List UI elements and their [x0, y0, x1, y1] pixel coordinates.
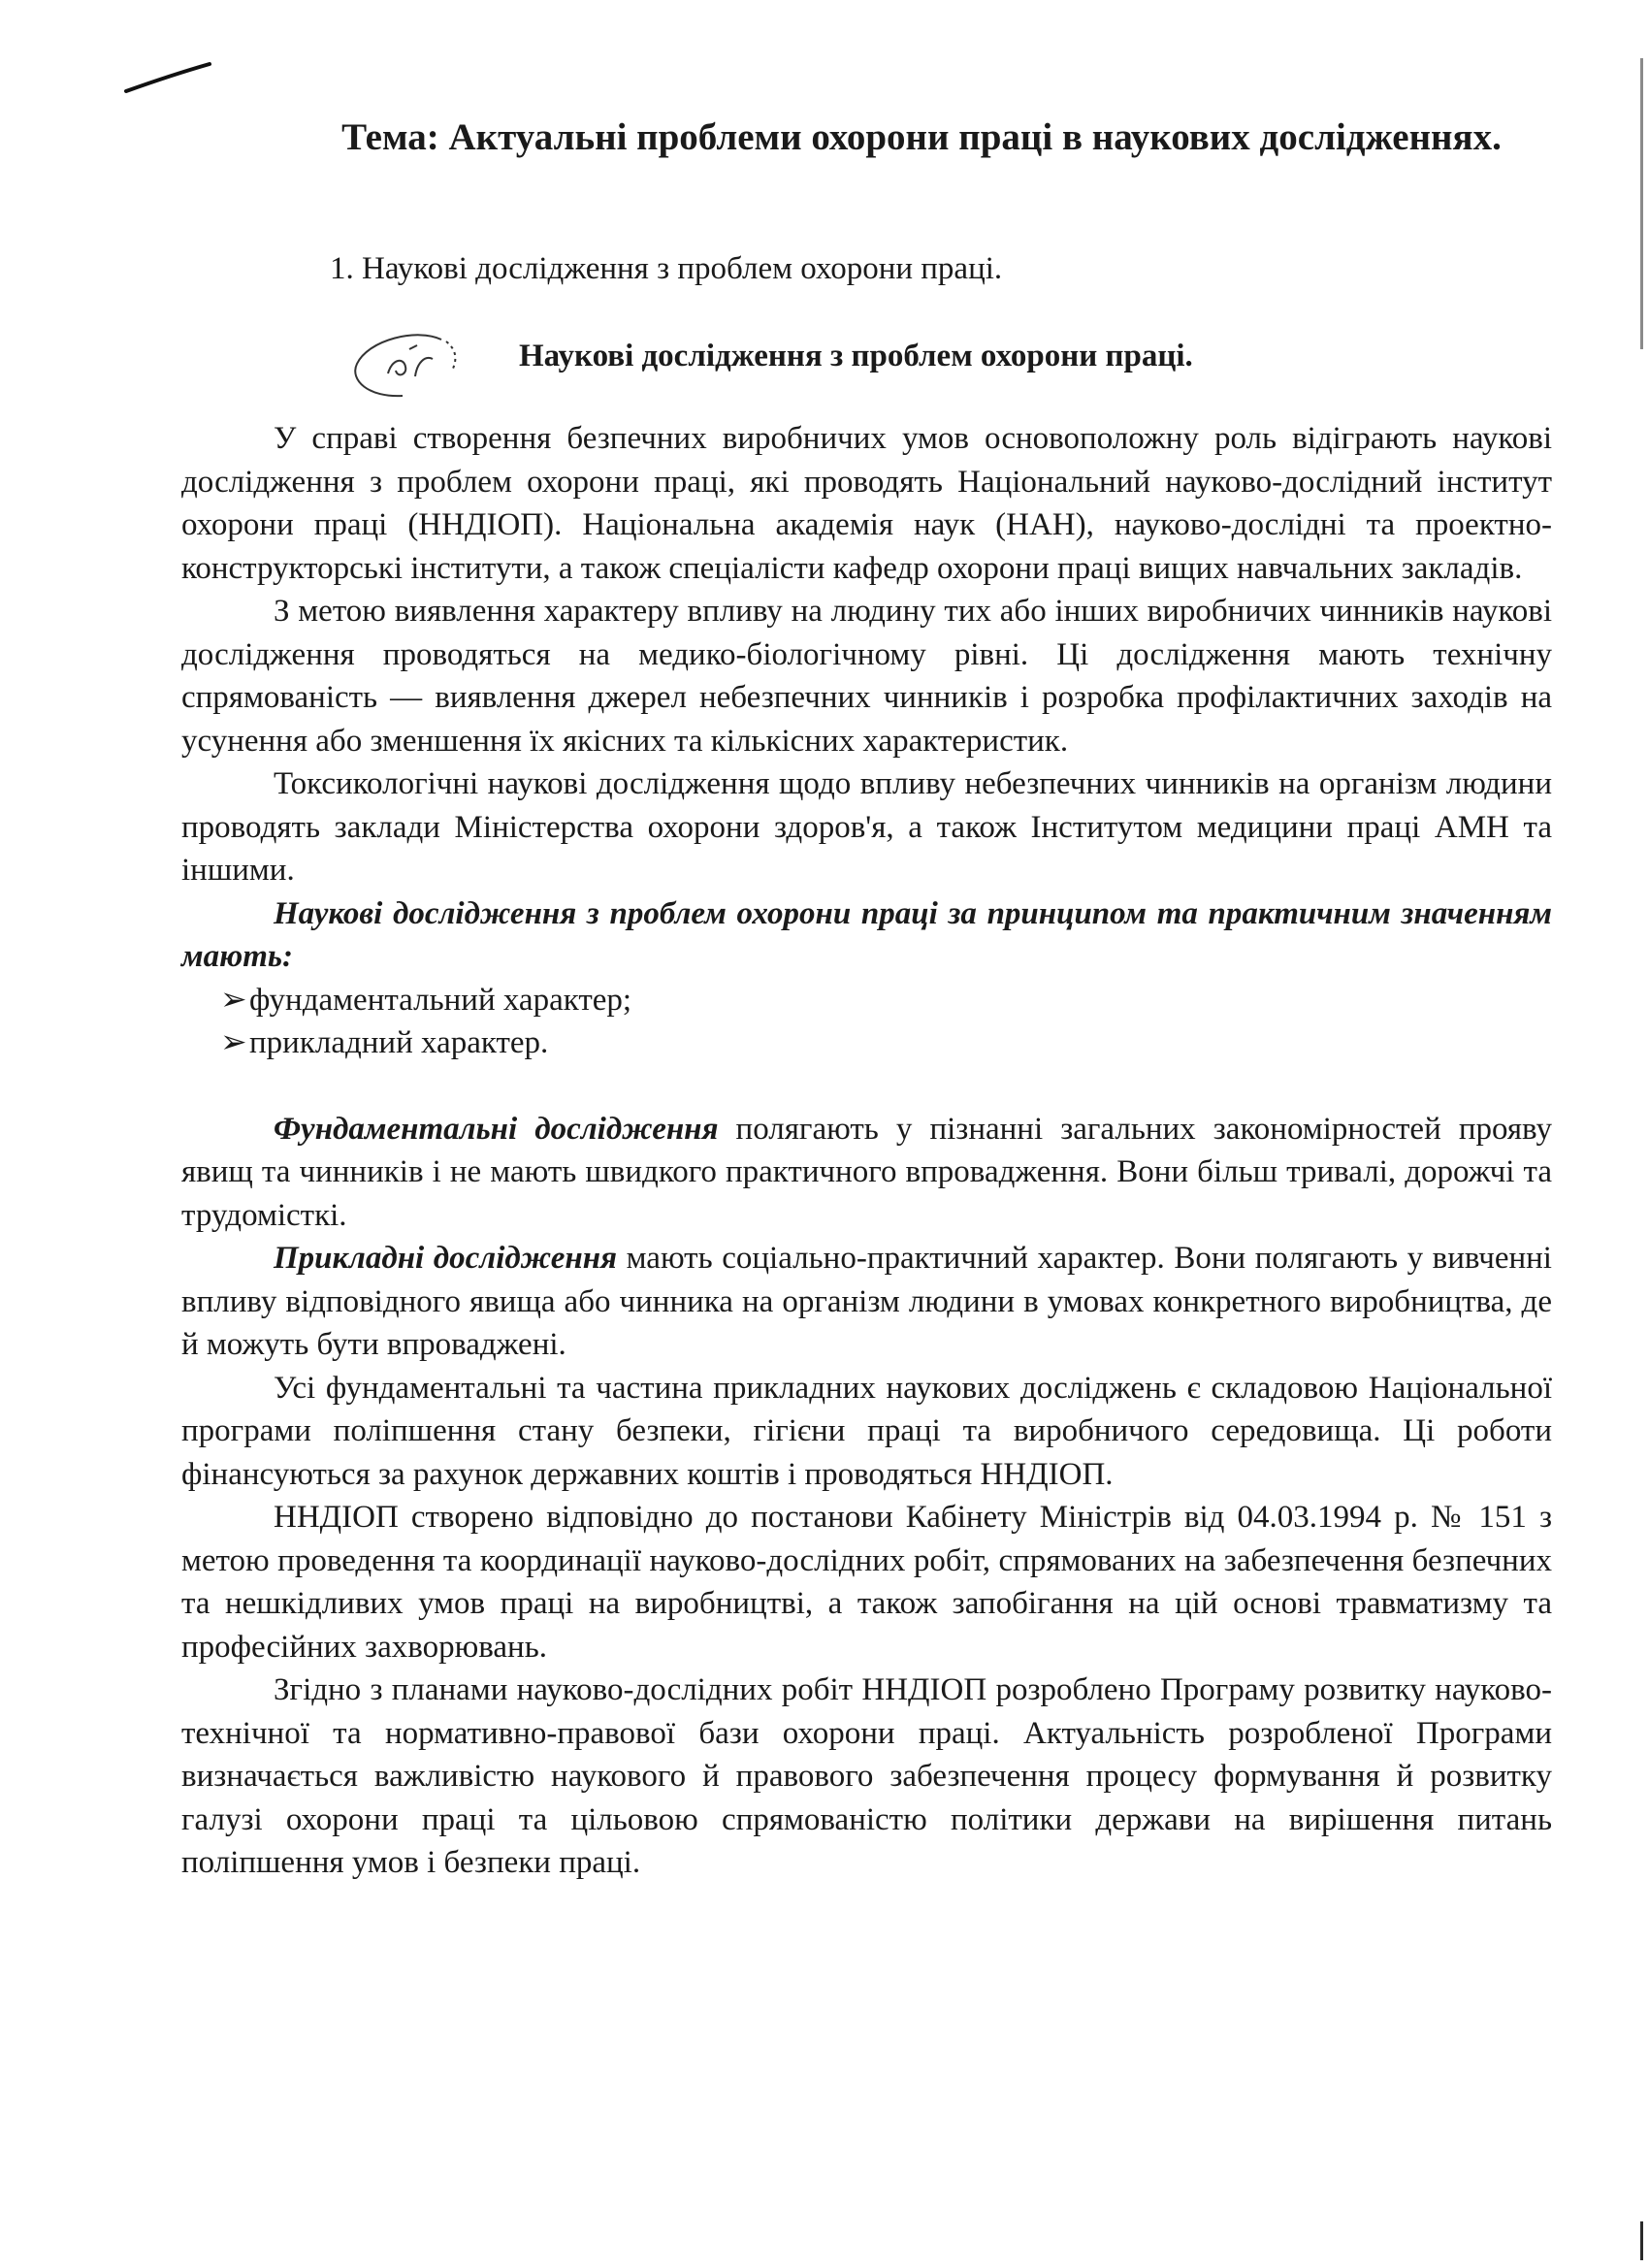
- arrow-bullet-icon: ➢: [220, 1025, 247, 1060]
- paragraph-7: ННДІОП створено відповідно до постанови Кабінету Міністрів від 04.03.1994 р. № 151 з метою проведення та координації науково-дослідних робіт, спрямованих на забезпечення безпечних та нешкідливих умов праці на виробництві, а також запобігання на цій основі травматизму та професійних захворювань.: [181, 1500, 1552, 1665]
- section-list-item: 1. Наукові дослідження з проблем охорони праці.: [330, 251, 1003, 286]
- scan-edge-line-top: [1640, 58, 1643, 349]
- page-title: Тема: Актуальні проблеми охорони праці в наукових дослідженнях.: [341, 116, 1502, 158]
- paragraph-1: У справі створення безпечних виробничих умов основоположну роль відіграють наукові дослідження з проблем охорони праці, які проводять Національний науково-дослідний інститут охорони праці (ННДІОП). Національна академія наук (НАН), науково-дослідні та проектно-конструкторські інститути, а також спеціалісти кафедр охорони праці вищих навчальних закладів.: [181, 421, 1552, 586]
- paragraph-2: З метою виявлення характеру впливу на людину тих або інших виробничих чинників наукові дослідження проводяться на медико-біологічному рівні. Ці дослідження мають технічну спрямованість — виявлення джерел небезпечних чинників і розробка профілактичних заходів на усунення або зменшення їх якісних та кількісних характеристик.: [181, 594, 1552, 759]
- paragraph-8: Згідно з планами науково-дослідних робіт ННДІОП розроблено Програму розвитку науково-технічної та нормативно-правової бази охорони праці. Актуальність розробленої Програми визначається важливістю наукового й правового забезпечення процесу формування й розвитку галузі охорони праці та цільовою спрямованістю політики держави на вирішення питань поліпшення умов і безпеки праці.: [181, 1672, 1552, 1880]
- document-body: [181, 417, 1552, 1885]
- lead-paragraph: Наукові дослідження з проблем охорони праці за принципом та практичним значенням мають:: [181, 895, 1552, 974]
- paragraph-fundamental: Фундаментальні дослідження полягають у пізнанні загальних закономірностей прояву явищ та чинників і не мають швидкого практичного впровадження. Вони більш тривалі, дорожчі та трудомісткі.: [181, 1111, 1552, 1233]
- pen-stroke-mark: [124, 60, 213, 95]
- arrow-bullet-icon: ➢: [220, 982, 247, 1018]
- scan-edge-line-bottom: [1640, 2221, 1643, 2260]
- section-heading: Наукові дослідження з проблем охорони праці.: [519, 339, 1193, 373]
- term-applied: Прикладні дослідження: [274, 1241, 618, 1276]
- paragraph-applied: Прикладні дослідження мають соціально-практичний характер. Вони полягають у вивченні впливу відповідного явища або чинника на організм людини в умовах конкретного виробництва, де й можуть бути впроваджені.: [181, 1241, 1552, 1362]
- research-types-list: [181, 979, 1552, 1065]
- spacer: [181, 1065, 1552, 1108]
- list-item: ➢прикладний характер.: [220, 1021, 1552, 1065]
- handwritten-annotation: [349, 320, 485, 407]
- list-item: ➢фундаментальний характер;: [220, 979, 1552, 1022]
- term-fundamental: Фундаментальні дослідження: [274, 1111, 719, 1147]
- paragraph-6: Усі фундаментальні та частина прикладних наукових досліджень є складовою Національної програми поліпшення стану безпеки, гігієни праці та виробничого середовища. Ці роботи фінансуються за рахунок державних коштів і проводяться ННДІОП.: [181, 1370, 1552, 1492]
- paragraph-3: Токсикологічні наукові дослідження щодо впливу небезпечних чинників на організм людини проводять заклади Міністерства охорони здоров'я, а також Інститутом медицини праці АМН та іншими.: [181, 766, 1552, 888]
